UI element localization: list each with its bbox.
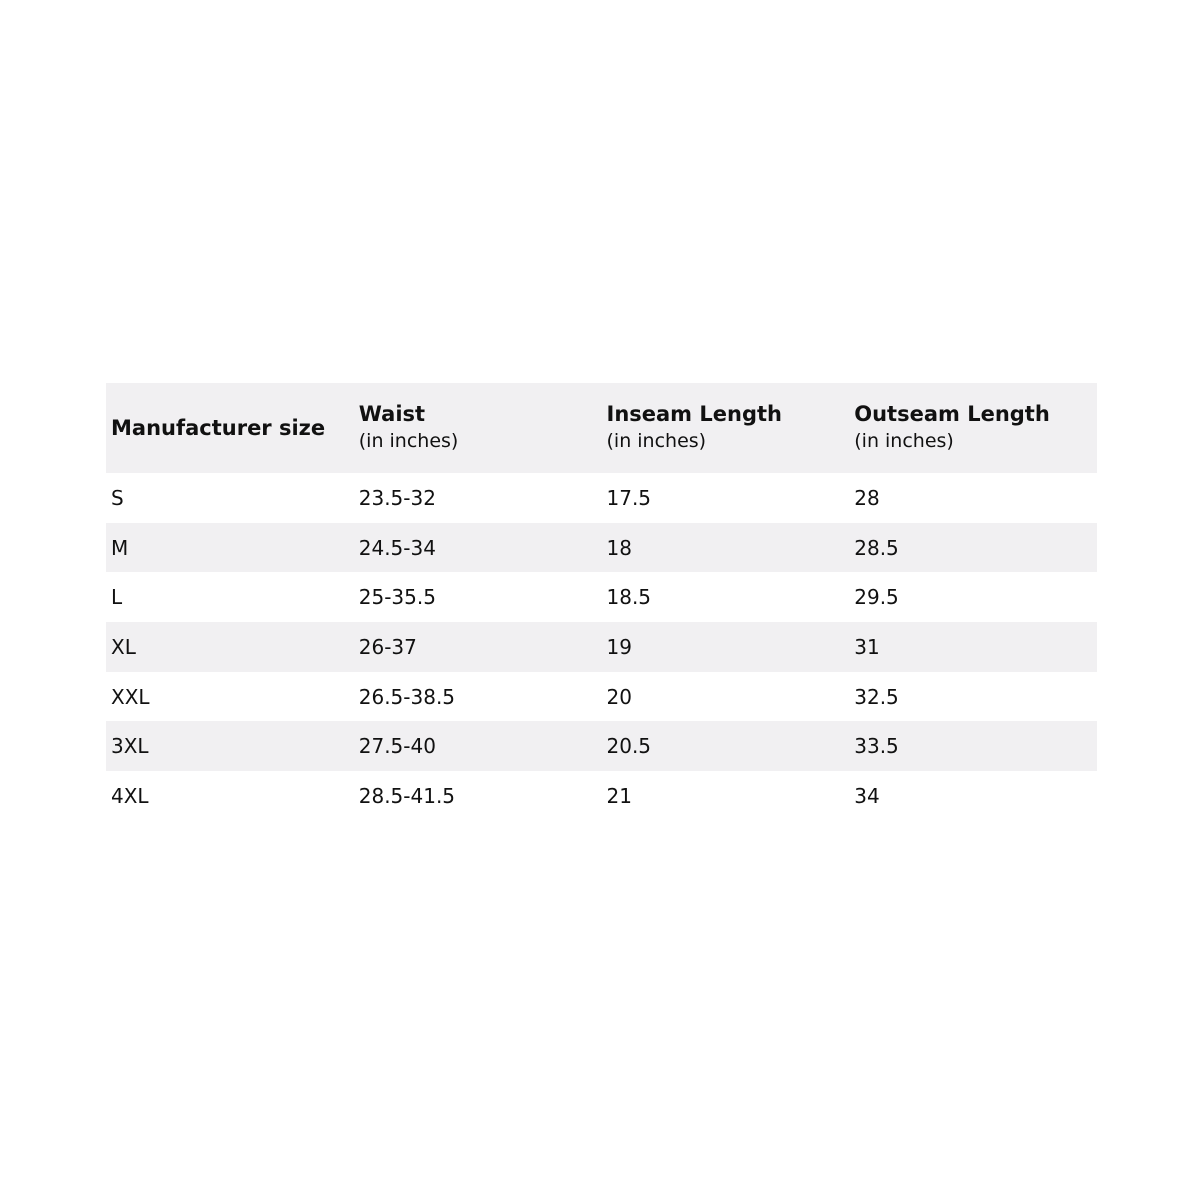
header-title: Waist (358, 402, 426, 426)
cell-inseam: 21 (606, 783, 632, 808)
header-outseam-length (849, 383, 1097, 473)
header-unit: (in inches) (606, 430, 707, 452)
cell-outseam: 28.5 (854, 535, 899, 560)
cell-inseam: 19 (606, 634, 632, 659)
cell-size: XL (111, 634, 136, 659)
cell-size: 4XL (111, 783, 149, 808)
cell-inseam: 20 (606, 684, 632, 709)
cell-waist: 24.5-34 (358, 535, 436, 560)
header-waist (354, 383, 602, 473)
cell-outseam: 29.5 (854, 585, 899, 610)
table-row (106, 473, 1097, 523)
header-unit: (in inches) (854, 430, 954, 452)
cell-waist: 27.5-40 (358, 734, 436, 759)
cell-size: M (111, 535, 129, 560)
table-header (106, 383, 1097, 473)
cell-waist: 23.5-32 (358, 485, 436, 510)
cell-inseam: 18 (606, 535, 632, 560)
header-title: Outseam Length (854, 402, 1050, 426)
table-body (106, 473, 1097, 821)
table-row (106, 672, 1097, 722)
header-title: Manufacturer size (111, 415, 326, 440)
cell-waist: 26.5-38.5 (358, 684, 456, 709)
header-inseam-length (602, 383, 850, 473)
cell-outseam: 33.5 (854, 734, 899, 759)
table-row (106, 622, 1097, 672)
cell-outseam: 32.5 (854, 684, 899, 709)
cell-size: XXL (111, 684, 150, 709)
cell-inseam: 18.5 (606, 585, 652, 610)
cell-outseam: 34 (854, 783, 880, 808)
header-manufacturer-size (106, 383, 354, 473)
cell-outseam: 28 (854, 485, 880, 510)
table-row (106, 523, 1097, 573)
cell-waist: 25-35.5 (358, 585, 436, 610)
cell-waist: 28.5-41.5 (358, 783, 456, 808)
table-row (106, 721, 1097, 771)
cell-outseam: 31 (854, 634, 880, 659)
header-row (106, 383, 1097, 473)
cell-size: S (111, 485, 124, 510)
header-unit: (in inches) (358, 430, 459, 452)
cell-size: 3XL (111, 734, 149, 759)
header-title: Inseam Length (606, 402, 782, 426)
cell-inseam: 20.5 (606, 734, 652, 759)
cell-size: L (111, 585, 123, 610)
table-row (106, 572, 1097, 622)
table-row (106, 771, 1097, 821)
cell-inseam: 17.5 (606, 485, 652, 510)
size-chart-table (106, 383, 1097, 821)
cell-waist: 26-37 (358, 634, 417, 659)
